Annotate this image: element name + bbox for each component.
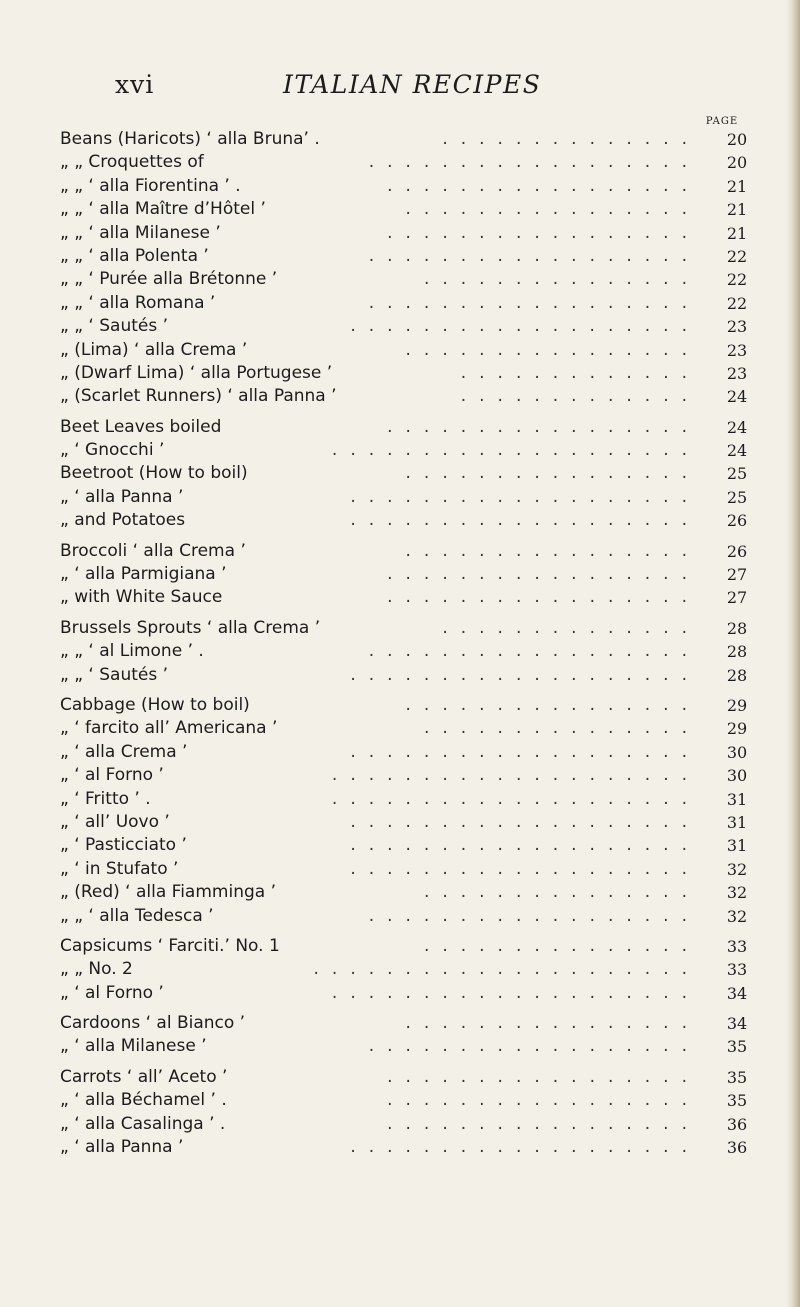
entry-page: 25 (726, 487, 748, 507)
entry-label: Broccoli ‘ alla Crema ’ (60, 540, 246, 561)
recipe-index (60, 128, 760, 1166)
entry-page: 23 (726, 363, 748, 383)
index-entry (60, 905, 760, 928)
dot-leader: ............. (460, 362, 700, 383)
index-entry (60, 1066, 760, 1089)
running-header (115, 70, 675, 110)
index-entry (60, 540, 760, 563)
index-entry (60, 788, 760, 811)
index-entry (60, 935, 760, 958)
index-entry (60, 1035, 760, 1058)
dot-leader: .............. (442, 617, 700, 638)
entry-page: 32 (726, 906, 748, 926)
entry-label: Cabbage (How to boil) (60, 694, 250, 715)
dot-leader: ................ (405, 694, 700, 715)
entry-label: „ ‘ alla Panna ’ (60, 1137, 184, 1158)
entry-label: „ „ ‘ al Limone ’ . (60, 641, 204, 662)
entry-page: 32 (726, 859, 748, 879)
dot-leader: ............... (423, 718, 700, 739)
dot-leader: ................... (350, 811, 700, 832)
entry-page: 34 (726, 1014, 748, 1034)
entry-label: „ ‘ alla Panna ’ (60, 486, 184, 507)
entry-page: 22 (726, 246, 748, 266)
index-entry (60, 416, 760, 439)
dot-leader: ................. (387, 416, 700, 437)
entry-page: 28 (726, 642, 748, 662)
index-entry (60, 741, 760, 764)
dot-leader: ................. (387, 1090, 700, 1111)
index-entry (60, 958, 760, 981)
entry-page: 22 (726, 293, 748, 313)
index-group (60, 1066, 760, 1160)
index-entry (60, 858, 760, 881)
index-entry (60, 982, 760, 1005)
entry-label: „ „ ‘ Purée alla Brétonne ’ (60, 269, 278, 290)
index-group (60, 1012, 760, 1059)
entry-label: „ (Scarlet Runners) ‘ alla Panna ’ (60, 386, 337, 407)
entry-page: 36 (726, 1114, 748, 1134)
entry-label: „ ‘ Pasticciato ’ (60, 835, 187, 856)
entry-label: „ ‘ alla Béchamel ’ . (60, 1090, 227, 1111)
entry-label: „ (Lima) ‘ alla Crema ’ (60, 339, 248, 360)
dot-leader: ................. (387, 222, 700, 243)
entry-page: 36 (726, 1138, 748, 1158)
dot-leader: ................... (350, 486, 700, 507)
entry-label: Carrots ‘ all’ Aceto ’ (60, 1066, 228, 1087)
index-entry (60, 385, 760, 408)
dot-leader: .............. (442, 129, 700, 149)
index-entry (60, 486, 760, 509)
dot-leader: .................... (331, 788, 700, 809)
entry-page: 23 (726, 340, 748, 360)
entry-label: Beetroot (How to boil) (60, 463, 248, 484)
entry-page: 31 (726, 789, 748, 809)
entry-page: 31 (726, 812, 748, 832)
running-title: ITALIAN RECIPES (283, 70, 542, 99)
index-entry (60, 175, 760, 198)
dot-leader: ................ (405, 1013, 700, 1034)
entry-page: 24 (726, 387, 748, 407)
dot-leader: .................. (368, 245, 700, 266)
dot-leader: .................. (368, 1036, 700, 1057)
entry-page: 33 (726, 960, 748, 980)
index-group (60, 540, 760, 610)
entry-label: „ „ ‘ alla Fiorentina ’ . (60, 175, 241, 196)
dot-leader: .................... (331, 982, 700, 1003)
dot-leader: .................. (368, 292, 700, 313)
dot-leader: ............. (460, 386, 700, 407)
entry-page: 21 (726, 223, 748, 243)
index-entry (60, 1136, 760, 1159)
entry-page: 22 (726, 270, 748, 290)
entry-page: 24 (726, 441, 748, 461)
entry-label: „ ‘ all’ Uovo ’ (60, 811, 170, 832)
dot-leader: ................... (350, 741, 700, 762)
entry-label: „ ‘ Gnocchi ’ (60, 440, 165, 461)
index-group (60, 694, 760, 928)
dot-leader: ................. (387, 1066, 700, 1087)
index-entry (60, 268, 760, 291)
entry-label: „ „ ‘ alla Maître d’Hôtel ’ (60, 199, 266, 220)
entry-page: 27 (726, 588, 748, 608)
entry-label: „ „ ‘ Sautés ’ (60, 664, 169, 685)
index-entry (60, 1012, 760, 1035)
entry-label: „ „ Croquettes of (60, 152, 204, 173)
dot-leader: ..................... (313, 959, 700, 980)
index-entry (60, 881, 760, 904)
index-entry (60, 764, 760, 787)
dot-leader: .................... (331, 440, 700, 461)
index-entry (60, 462, 760, 485)
entry-label: „ „ ‘ Sautés ’ (60, 316, 169, 337)
index-entry (60, 198, 760, 221)
index-entry (60, 292, 760, 315)
dot-leader: .................... (331, 765, 700, 786)
entry-label: „ „ ‘ alla Romana ’ (60, 292, 216, 313)
entry-page: 35 (726, 1091, 748, 1111)
entry-label: „ „ ‘ alla Tedesca ’ (60, 905, 214, 926)
entry-label: „ ‘ al Forno ’ (60, 982, 164, 1003)
entry-label: Capsicums ‘ Farciti.’ No. 1 (60, 935, 280, 956)
dot-leader: ................ (405, 540, 700, 561)
dot-leader: ............... (423, 882, 700, 903)
entry-label: Cardoons ‘ al Bianco ’ (60, 1013, 246, 1034)
entry-page: 34 (726, 983, 748, 1003)
dot-leader: .................. (368, 641, 700, 662)
entry-page: 26 (726, 541, 748, 561)
entry-page: 26 (726, 511, 748, 531)
entry-page: 28 (726, 665, 748, 685)
entry-label: „ ‘ in Stufato ’ (60, 858, 179, 879)
entry-label: „ with White Sauce (60, 587, 223, 608)
dot-leader: ............... (423, 935, 700, 956)
index-entry (60, 339, 760, 362)
entry-page: 21 (726, 176, 748, 196)
index-group (60, 416, 760, 533)
entry-label: „ and Potatoes (60, 510, 186, 531)
index-entry (60, 640, 760, 663)
dot-leader: ................... (350, 316, 700, 337)
index-entry (60, 1113, 760, 1136)
dot-leader: ................... (350, 510, 700, 531)
index-entry (60, 315, 760, 338)
entry-page: 32 (726, 883, 748, 903)
index-entry (60, 1089, 760, 1112)
entry-page: 35 (726, 1037, 748, 1057)
index-entry (60, 586, 760, 609)
dot-leader: .................. (368, 152, 700, 173)
dot-leader: ................. (387, 587, 700, 608)
entry-label: „ (Dwarf Lima) ‘ alla Portugese ’ (60, 362, 333, 383)
dot-leader: ................. (387, 564, 700, 585)
entry-page: 28 (726, 618, 748, 638)
dot-leader: ................... (350, 664, 700, 685)
dot-leader: ................ (405, 199, 700, 220)
entry-page: 30 (726, 766, 748, 786)
index-entry (60, 362, 760, 385)
entry-page: 35 (726, 1067, 748, 1087)
entry-page: 21 (726, 200, 748, 220)
entry-page: 29 (726, 719, 748, 739)
entry-label: „ ‘ alla Crema ’ (60, 741, 188, 762)
entry-label: „ ‘ alla Milanese ’ (60, 1036, 207, 1057)
dot-leader: ............... (423, 269, 700, 290)
entry-page: 33 (726, 936, 748, 956)
index-entry (60, 151, 760, 174)
entry-page: 29 (726, 695, 748, 715)
dot-leader: ................... (350, 858, 700, 879)
index-entry (60, 617, 760, 640)
index-group (60, 128, 760, 409)
entry-label: „ „ ‘ alla Polenta ’ (60, 245, 209, 266)
index-entry (60, 563, 760, 586)
entry-label: Beet Leaves boiled (60, 416, 222, 437)
index-entry (60, 834, 760, 857)
entry-label: „ ‘ al Forno ’ (60, 765, 164, 786)
entry-page: 24 (726, 417, 748, 437)
index-entry (60, 717, 760, 740)
entry-label: Beans (Haricots) ‘ alla Bruna’ . (60, 129, 320, 149)
dot-leader: ................... (350, 835, 700, 856)
page-edge (786, 0, 800, 1307)
page-number: xvi (115, 70, 155, 99)
dot-leader: ................ (405, 463, 700, 484)
entry-label: „ (Red) ‘ alla Fiamminga ’ (60, 882, 276, 903)
index-entry (60, 811, 760, 834)
entry-page: 20 (726, 130, 748, 149)
entry-label: „ ‘ alla Casalinga ’ . (60, 1113, 226, 1134)
entry-page: 20 (726, 153, 748, 173)
index-entry (60, 222, 760, 245)
entry-label: „ „ ‘ alla Milanese ’ (60, 222, 221, 243)
entry-page: 23 (726, 317, 748, 337)
entry-label: „ ‘ Fritto ’ . (60, 788, 151, 809)
dot-leader: ................... (350, 1137, 700, 1158)
index-entry (60, 509, 760, 532)
index-group (60, 935, 760, 1005)
dot-leader: ................. (387, 175, 700, 196)
entry-label: Brussels Sprouts ‘ alla Crema ’ (60, 617, 321, 638)
entry-label: „ ‘ alla Parmigiana ’ (60, 564, 227, 585)
index-entry (60, 439, 760, 462)
entry-page: 31 (726, 836, 748, 856)
entry-page: 30 (726, 742, 748, 762)
entry-page: 25 (726, 464, 748, 484)
index-entry (60, 694, 760, 717)
dot-leader: .................. (368, 905, 700, 926)
index-entry (60, 245, 760, 268)
index-entry (60, 128, 760, 151)
dot-leader: ................ (405, 339, 700, 360)
entry-label: „ ‘ farcito all’ Americana ’ (60, 718, 278, 739)
index-entry (60, 664, 760, 687)
page-column-head: PAGE (705, 116, 739, 127)
dot-leader: ................. (387, 1113, 700, 1134)
entry-label: „ „ No. 2 (60, 959, 133, 980)
entry-page: 27 (726, 565, 748, 585)
index-group (60, 617, 760, 687)
